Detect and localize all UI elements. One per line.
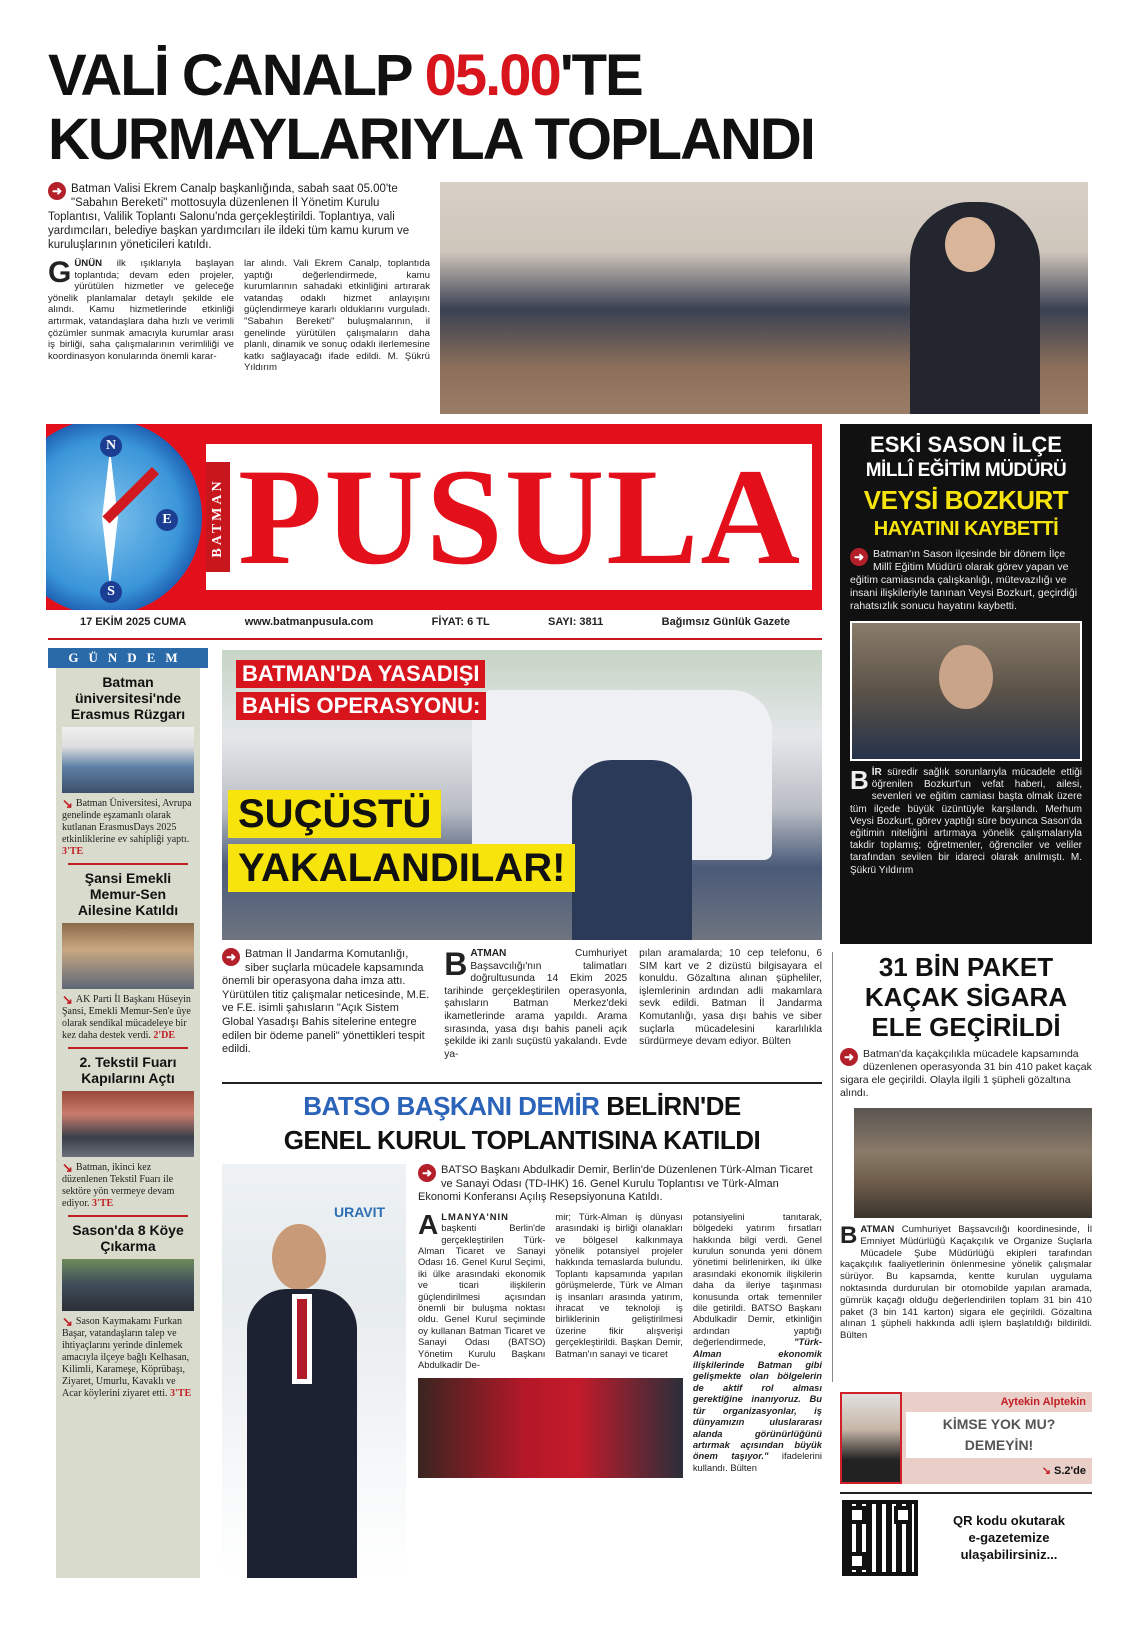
city-label: BATMAN <box>210 478 225 558</box>
operation-headline <box>228 790 566 892</box>
arrow-right-icon: ➜ <box>840 1048 858 1066</box>
batso-reception-photo <box>418 1378 683 1478</box>
smuggling-body: Cumhuriyet Başsavcılığı koordinesinde, İl Emniyet Müdürlüğü Kaçakçılık ve Organize Suçlarla Mücadele Şube Müdürlüğü ekipleri tarafından kaçakçılık faaliyetlerinin önlenmesine yönelik çalışmalar sürüyor. Bu kapsamda, kentte kurulan uygulama noktasında durdurulan bir otomobilde yapılan aramada, gümrük kaçağı olduğu değerlendirilen toplam 31 bin 410 paket (3 bin 141 karton) sigara ele geçirildi. Gözaltına alınan 1 şüpheli hakkında adli işlem başlatıldığı bildirildi. Bülten <box>840 1224 1092 1342</box>
page-ref[interactable]: 3'TE <box>62 846 84 857</box>
smuggling-line3: ELE GEÇİRİLDİ <box>871 1012 1061 1042</box>
author-name: Aytekin Alptekin <box>1000 1396 1086 1408</box>
first-word: LMANYA'NIN <box>441 1210 509 1222</box>
drop-cap: A <box>418 1208 439 1240</box>
date: 17 EKİM 2025 CUMA <box>80 616 187 628</box>
author-photo <box>840 1392 902 1484</box>
gundem-photo <box>62 1259 194 1311</box>
qr-text <box>926 1512 1092 1563</box>
gundem-sidebar <box>56 668 200 1578</box>
top-lead <box>48 182 430 252</box>
smuggling-story <box>840 952 1092 1384</box>
obit-body: süredir sağlık sorunlarıyla mücadele ettiği öğrenilen Bozkurt'un vefat haberi, ailesi, sevenleri ve eğitim camiası başta olmak üzere tüm ilçede büyük üzüntüyle karşılandı. Merhum Veysi Bozkurt, görev yaptığı süre boyunca Sason'da eğitimin niteliğini artırmaya yönelik çalışmalarıyla takdir toplamış; öğretmenler, öğrenciler ve veliler tarafından sevilen bir idareci olarak anılmıştı. M. Şükrü Yıldırım <box>850 767 1083 876</box>
batso-photo <box>222 1164 406 1578</box>
gundem-item[interactable] <box>62 1054 194 1210</box>
kicker-line1: BATMAN'DA YASADIŞI <box>236 660 485 688</box>
obit-line4: HAYATINI KAYBETTİ <box>873 518 1059 540</box>
obit-name: VEYSİ BOZKURT <box>863 485 1069 515</box>
gundem-title[interactable]: Batman üniversitesi'nde Erasmus Rüzgarı <box>70 674 186 722</box>
arrow-down-right-icon: ↘ <box>1041 1465 1051 1477</box>
operation-lead-text: Batman İl Jandarma Komutanlığı, siber suçlarla mücadele kapsamında önemli bir operasyona daha imza attı. Yürütülen titiz çalışmalar neticesinde, M.E. ve F.E. isimli şahısların "Açık Sistem Global Yasadışı Bahis sitelerine entegre edilen bir ödeme paneli" yönettikleri tespit edildi. <box>222 948 430 1056</box>
obit-photo <box>850 621 1082 761</box>
tagline: Bağımsız Günlük Gazete <box>661 616 790 628</box>
top-col2 <box>244 258 430 374</box>
gundem-item[interactable] <box>62 1222 194 1400</box>
brand-logo: PUSULA <box>238 446 803 588</box>
arrow-down-right-icon: ↘ <box>62 1160 73 1175</box>
headline-black: BELİRN'DE <box>599 1091 741 1121</box>
gundem-title[interactable]: Sason'da 8 Köye Çıkarma <box>72 1222 184 1254</box>
headline-blue: BATSO BAŞKANI DEMİR <box>303 1091 600 1121</box>
page-ref[interactable]: 3'TE <box>170 1388 192 1399</box>
top-headline <box>48 44 1088 176</box>
headline-line2: KURMAYLARIYLA TOPLANDI <box>48 107 814 172</box>
batso-lead-text: BATSO Başkanı Abdulkadir Demir, Berlin'de Düzenlenen Türk-Alman Ticaret ve Sanayi Odası (TD-IHK) 16. Genel Kurulu Toplantısı ve Türk-Alman Ekonomi Konferansı Açılış Resepsiyonuna Katıldı. <box>418 1164 813 1204</box>
operation-col2 <box>639 948 822 1076</box>
smuggling-line2: KAÇAK SİGARA <box>864 982 1068 1012</box>
drop-cap: B <box>444 948 468 982</box>
column-box[interactable] <box>840 1392 1092 1484</box>
top-lead-text: Batman Valisi Ekrem Canalp başkanlığında, sabah saat 05.00'te "Sabahın Bereketi" mottosuyla düzenlenen İl Yönetim Kurulu Toplantısı, Valilik Toplantı Salonu'nda gerçekleştirildi. Toplantıya, vali yardımcıları, belediye başkan yardımcıları ile ildeki tüm kamu kurum ve kuruluşlarının yöneticileri katıldı. <box>48 183 410 251</box>
batso-lead <box>418 1164 822 1205</box>
issue-number: SAYI: 3811 <box>548 616 604 628</box>
gundem-photo <box>62 923 194 989</box>
batso-col3-end: ifadelerini kullandı. Bülten <box>692 1450 822 1473</box>
headline-line2: YAKALANDILAR! <box>228 844 575 892</box>
operation-kicker <box>236 660 556 720</box>
arrow-down-right-icon: ↘ <box>62 1314 73 1329</box>
top-col1-text: ilk ışıklarıyla başlayan toplantıda; devam eden projeler, yürütülen hizmetler ve geleceğe yönelik planlamalar detaylı şekilde ele alındı. Kamu hizmetlerinde etkinliği artırmak, vatandaşlara daha hızlı ve verimli çözümler sunmak amacıyla kurumlar arası iş birliği, saha çalışmalarının verimliliği ve koordinasyon konularında önemli karar- <box>48 258 234 362</box>
gundem-title[interactable]: Şansi Emekli Memur-Sen Ailesine Katıldı <box>77 870 179 918</box>
first-word: ÜNÜN <box>74 258 103 269</box>
page-ref[interactable]: 3'TE <box>92 1198 114 1209</box>
operation-lead <box>222 948 432 1076</box>
obit-line2: MİLLÎ EĞİTİM MÜDÜRÜ <box>865 460 1067 481</box>
operation-col2-text: pılan aramalarda; 10 cep telefonu, 6 SIM kart ve 2 dizüstü bilgisayara el konuldu. Gözaltına alınan şüpheliler, işlemlerinin ardından adli makamlara sevk edildi. Batman İl Jandarma Komutanlığı, yasa dışı bahis ve siber suçlarla mücadelesini kararlılıkla sürdürmeye devam ediyor. Bülten <box>639 948 822 1048</box>
column-title1: KİMSE YOK MU? <box>942 1416 1056 1432</box>
batso-col1 <box>418 1208 546 1371</box>
gundem-header: GÜNDEM <box>48 648 208 668</box>
headline-part1: VALİ CANALP <box>48 44 425 108</box>
gundem-text: Batman Üniversitesi, Avrupa genelinde eşzamanlı olarak kutlanan ErasmusDays 2025 etkinliklerine ev sahipliği yaptı. <box>62 798 192 845</box>
cigarettes-photo <box>854 1108 1092 1218</box>
headline-line1: SUÇÜSTÜ <box>228 790 441 838</box>
gundem-text: Batman, ikinci kez düzenlenen Tekstil Fuarı ile sektöre yön vermeye devam ediyor. <box>62 1162 175 1209</box>
qr-text2: e-gazetemize <box>968 1530 1050 1545</box>
headline-part2: 'TE <box>559 44 642 108</box>
operation-col1 <box>444 948 627 1076</box>
first-word: ATMAN <box>470 948 507 959</box>
batso-col2-text: mir; Türk-Alman iş dünyası arasındaki iş birliği olanakları ve bölgesel kalkınmaya yönelik potansiyel projeler hakkında temaslarda bulundu. Toplantı kapsamında yapılan görüşmelerde, Türk ve Alman iş insanları arasında yatırım, ihracat ve teknoloji iş birliklerinin geliştirilmesi üzerine fikir alışverişi gerçekleştirildi. Başkan Demir, Batman'ın sanayi ve ticaret <box>555 1210 683 1359</box>
masthead-info <box>48 616 822 634</box>
obituary-box <box>840 424 1092 944</box>
top-text-area <box>48 182 430 414</box>
arrow-down-right-icon: ↘ <box>62 992 73 1007</box>
batso-col2 <box>555 1211 682 1371</box>
gundem-item[interactable] <box>62 674 194 858</box>
photo-sign: URAVIT <box>334 1204 386 1220</box>
website-link[interactable]: www.batmanpusula.com <box>244 616 374 628</box>
first-word: ATMAN <box>860 1224 895 1235</box>
batso-headline <box>222 1090 822 1156</box>
compass-logo <box>46 424 202 610</box>
arrow-right-icon: ➜ <box>222 948 240 966</box>
column-ref-text: S.2'de <box>1054 1465 1086 1477</box>
compass-e: E <box>156 509 178 531</box>
price: FİYAT: 6 TL <box>431 616 490 628</box>
gundem-photo <box>62 727 194 793</box>
drop-cap: B <box>840 1222 858 1249</box>
first-word: İR <box>871 767 882 778</box>
arrow-right-icon: ➜ <box>48 182 66 200</box>
obit-lead: Batman'ın Sason ilçesinde bir dönem İlçe Millî Eğitim Müdürü olarak görev yapan ve eğitim camiasında çalışkanlığı, mütevazılığı ve insani ilişkileriyle tanınan Veysi Bozkurt, geçirdiği rahatsızlık sonucu hayatını kaybetti. <box>850 548 1078 612</box>
page-ref[interactable]: 2'DE <box>153 1030 176 1041</box>
qr-code[interactable] <box>842 1500 918 1576</box>
compass-n: N <box>100 435 122 457</box>
batso-text <box>418 1164 822 1578</box>
gundem-text: AK Parti İl Başkanı Hüseyin Şansi, Emekli Memur-Sen'e üye olarak sendikal mücadeleye bir kez daha destek verdi. <box>62 994 191 1041</box>
batso-col3 <box>693 1211 822 1479</box>
obit-line1: ESKİ SASON İLÇE <box>870 432 1062 457</box>
operation-col1-text: Cumhuriyet Başsavcılığı'nın talimatları doğrultusunda 14 Ekim 2025 tarihinde gerçekleştirilen operasyonla, şahısların Batman Merkez'deki ikametlerinde arama yapıldı. Arama sırasında, yasa dışı bahis paneli açık şekilde iki zanlı suçüstü yakalandı. Evde ya- <box>444 948 628 1060</box>
qr-text1: QR kodu okutarak <box>953 1513 1065 1528</box>
operation-text <box>222 948 822 1076</box>
headline-highlight: 05.00 <box>424 44 560 108</box>
top-col1 <box>48 258 234 374</box>
gundem-photo <box>62 1091 194 1157</box>
meeting-photo <box>440 182 1088 414</box>
batso-col1-text: başkenti Berlin'de gerçekleştirilen Türk-Alman Ticaret ve Sanayi Odası 16. Genel Kurul Seçimi, iki ülke arasındaki ekonomik ve ticari ilişkilerin güçlendirilmesi açısından önemli bir buluşma noktası oldu. Genel Kurul seçiminde oy kullanan Batman Ticaret ve Sanayi Odası (BATSO) Yönetim Kurulu Başkanı Abdulkadir De- <box>418 1222 546 1371</box>
gundem-text: Sason Kaymakamı Furkan Başar, vatandaşların talep ve ihtiyaçlarını yerinde dinlemek amacıyla ilçeye bağlı Kelhasan, Kilimli, Karameşe, Köprübaşı, Ziyaret, Umurlu, Kavaklı ve Acar köylerini ziyaret etti. <box>62 1316 190 1399</box>
smuggling-line1: 31 BİN PAKET <box>878 952 1054 982</box>
compass-s: S <box>100 581 122 603</box>
batso-quote: "Türk-Alman ekonomik ilişkilerinde Batman gibi gelişmekte olan bölgelerin de aktif rol alması gerektiğine inanıyoruz. Bu tür organizasyonlar, iş dünyamızın uluslararası alanda görünürlüğünü artırmak açısından büyük önem taşıyor." <box>692 1336 822 1462</box>
masthead-banner <box>46 424 822 610</box>
gundem-item[interactable] <box>62 870 194 1042</box>
column-ref[interactable] <box>1042 1464 1086 1478</box>
gundem-title[interactable]: 2. Tekstil Fuarı Kapılarını Açtı <box>79 1054 177 1086</box>
batso-col3-text: potansiyelini tanıtarak, bölgedeki yatırım fırsatları hakkında bilgi verdi. Genel kurulun sonunda yeni dönem yönetimi belirlenirken, iki ülke arasındaki ekonomik ilişkilerin daha da ileriye taşınması konusunda ortak temenniler dile getirildi. BATSO Başkanı Abdulkadir Demir, etkinliğin ardından yaptığı değerlendirmede, <box>692 1210 822 1348</box>
drop-cap: G <box>48 256 72 289</box>
headline-line2: GENEL KURUL TOPLANTISINA KATILDI <box>283 1125 761 1155</box>
qr-text3: ulaşabilirsiniz... <box>960 1547 1058 1562</box>
kicker-line2: BAHİS OPERASYONU: <box>236 692 486 720</box>
arrow-down-right-icon: ↘ <box>62 796 73 811</box>
smuggling-lead: Batman'da kaçakçılıkla mücadele kapsamında düzenlenen operasyonda 31 bin 410 paket kaçak sigara ele geçirildi. Olayla ilgili 1 şüpheli gözaltına alındı. <box>840 1048 1092 1099</box>
top-col2-text: lar alındı. Vali Ekrem Canalp, toplantıda yaptığı değerlendirmede, kamu kurumlarının sahadaki etkinliğini artırarak vatandaş odaklı hizmet anlayışını güçlendirmeye kararlı olduklarını vurguladı. "Sabahın Bereketi" buluşmalarının, il genelinde yürütülen çalışmaların daha planlı, dinamik ve sonuç odaklı ilerlemesine katkı sağlayacağı ifade edildi. M. Şükrü Yıldırım <box>244 258 430 374</box>
arrow-right-icon: ➜ <box>850 548 868 566</box>
arrow-right-icon: ➜ <box>418 1164 436 1182</box>
drop-cap: B <box>850 765 869 795</box>
column-title2: DEMEYİN! <box>964 1437 1034 1453</box>
